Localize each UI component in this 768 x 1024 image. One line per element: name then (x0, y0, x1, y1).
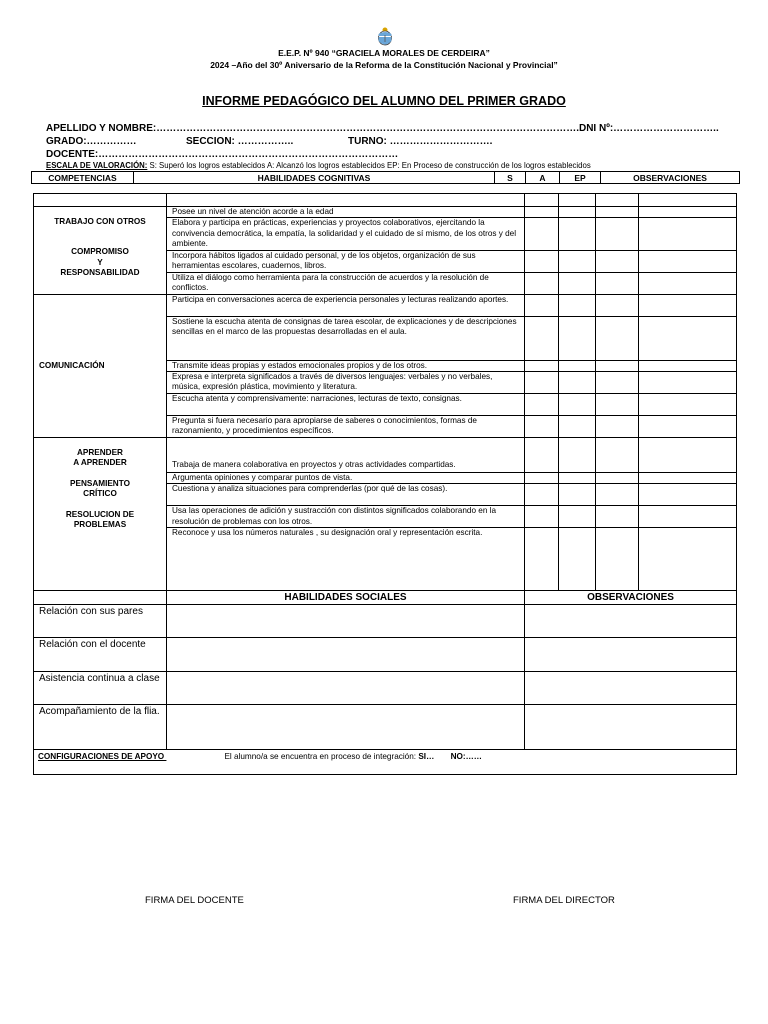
cell-obs[interactable] (639, 438, 737, 473)
social-label: Acompañamiento de la flia. (34, 705, 167, 750)
cell-obs[interactable] (639, 360, 737, 371)
table-row (34, 638, 737, 672)
cell-obs[interactable] (639, 484, 737, 506)
social-skills-header: HABILIDADES SOCIALES (167, 591, 525, 605)
cell-obs[interactable] (639, 506, 737, 528)
cell-obs[interactable] (639, 294, 737, 316)
cell-obs[interactable] (639, 218, 737, 250)
habilidad: Reconoce y usa los números naturales , su designación oral y representación escrita. (167, 528, 525, 591)
signature-director: FIRMA DEL DIRECTOR (513, 895, 615, 906)
col-s: S (495, 172, 526, 184)
page-title: INFORME PEDAGÓGICO DEL ALUMNO DEL PRIMER GRADO (202, 94, 566, 108)
cell-s[interactable] (525, 372, 559, 394)
habilidad: Participa en conversaciones acerca de experiencia personales y lecturas realizando aportes. (167, 294, 525, 316)
habilidad: Incorpora hábitos ligados al cuidado personal, y de los objetos, organización de sus herramientas escolares, cuadernos, libros. (167, 250, 525, 272)
cell-a[interactable] (559, 438, 596, 473)
social-cell[interactable] (167, 705, 525, 750)
rating-scale-text: S: Superó los logros establecidos A: Alcanzó los logros establecidos EP: En Proceso de construcción de los logros establecidos (147, 161, 591, 170)
cell-a[interactable] (559, 506, 596, 528)
social-obs-cell[interactable] (525, 672, 737, 705)
habilidad: Posee un nivel de atención acorde a la edad (167, 207, 525, 218)
table-row (34, 294, 737, 316)
social-obs-cell[interactable] (525, 605, 737, 638)
rating-scale (46, 161, 591, 170)
config-cell[interactable] (34, 750, 737, 775)
habilidad: Elabora y participa en prácticas, experiencias y proyectos colaborativos, ejercitando la convivencia democrática, la empatía, la solidaridad y el cuidado de sí mismo, de los otros y del ambiente. (167, 218, 525, 250)
cell-ep[interactable] (596, 473, 639, 484)
table-row (34, 438, 737, 473)
cell-a[interactable] (559, 473, 596, 484)
config-no[interactable]: NO:…… (450, 752, 482, 762)
social-obs-cell[interactable] (525, 705, 737, 750)
habilidad: Sostiene la escucha atenta de consignas de tarea escolar, de explicaciones y de descripciones sencillas en el marco de las propuestas desarrolladas en el aula. (167, 316, 525, 360)
config-label: CONFIGURACIONES DE APOYO (38, 752, 167, 762)
competencia-aprender: APRENDER A APRENDER PENSAMIENTO CRÍTICO RESOLUCION DE PROBLEMAS (34, 438, 167, 591)
cell-a[interactable] (559, 250, 596, 272)
coat-of-arms-icon (376, 26, 394, 46)
cell-s[interactable] (525, 438, 559, 473)
cell-a[interactable] (559, 528, 596, 591)
cell-ep[interactable] (596, 218, 639, 250)
cell-ep[interactable] (596, 394, 639, 416)
cell-ep[interactable] (596, 438, 639, 473)
column-header-table (31, 171, 740, 184)
habilidad: Argumenta opiniones y comparar puntos de vista. (167, 473, 525, 484)
seccion-field[interactable]: SECCION: …………….. (186, 136, 294, 147)
docente-field[interactable]: DOCENTE:……………………………………………………………………………… (46, 149, 399, 160)
apellido-field[interactable]: APELLIDO Y NOMBRE:……………………………………………………………………………………………………………….DNI Nº:………………………….. (46, 123, 719, 134)
rating-scale-label: ESCALA DE VALORACIÓN: (46, 161, 148, 170)
cell-a[interactable] (559, 316, 596, 360)
cell-s[interactable] (525, 506, 559, 528)
config-si[interactable]: SI… (418, 752, 435, 762)
cell-s[interactable] (525, 473, 559, 484)
cell-s[interactable] (525, 272, 559, 294)
cell-obs[interactable] (639, 316, 737, 360)
cell-ep[interactable] (596, 272, 639, 294)
cell-a[interactable] (559, 360, 596, 371)
school-name: E.E.P. Nº 940 “GRACIELA MORALES DE CERDEIRA” (278, 48, 490, 58)
cell-obs[interactable] (639, 473, 737, 484)
grado-field[interactable]: GRADO:…………… (46, 136, 137, 147)
cell-a[interactable] (559, 416, 596, 438)
cell-a[interactable] (559, 207, 596, 218)
social-cell[interactable] (167, 638, 525, 672)
col-competencias: COMPETENCIAS (32, 172, 134, 184)
cell-obs[interactable] (639, 394, 737, 416)
habilidad: Pregunta si fuera necesario para apropiarse de saberes o conocimientos, formas de razonamiento, y procedimientos específicos. (167, 416, 525, 438)
competencia-trabajo: TRABAJO CON OTROS COMPROMISO Y RESPONSABILIDAD (34, 207, 167, 295)
social-obs-cell[interactable] (525, 638, 737, 672)
config-text: El alumno/a se encuentra en proceso de integración: (224, 752, 419, 762)
cell-s[interactable] (525, 484, 559, 506)
cell-s[interactable] (525, 207, 559, 218)
col-a: A (526, 172, 560, 184)
cell-a[interactable] (559, 394, 596, 416)
cell-ep[interactable] (596, 294, 639, 316)
cell-a[interactable] (559, 294, 596, 316)
cell-s[interactable] (525, 294, 559, 316)
col-habilidades: HABILIDADES COGNITIVAS (134, 172, 495, 184)
cell-obs[interactable] (639, 207, 737, 218)
cell-s[interactable] (525, 218, 559, 250)
turno-field[interactable]: TURNO: …………………………. (348, 136, 493, 147)
social-cell[interactable] (167, 672, 525, 705)
table-row (34, 705, 737, 750)
habilidad: Expresa e interpreta significados a través de diversos lenguajes: verbales y no verbales, música, expresión plástica, movimiento y literatura. (167, 372, 525, 394)
cell-obs[interactable] (639, 372, 737, 394)
col-ep: EP (560, 172, 601, 184)
social-label: Relación con sus pares (34, 605, 167, 638)
social-label: Relación con el docente (34, 638, 167, 672)
cell-obs[interactable] (639, 528, 737, 591)
cell-ep[interactable] (596, 360, 639, 371)
habilidad: Trabaja de manera colaborativa en proyectos y otras actividades compartidas. (167, 438, 525, 473)
cell-s[interactable] (525, 316, 559, 360)
habilidad: Usa las operaciones de adición y sustracción con distintos significados colaborando en la resolución de problemas con los otros. (167, 506, 525, 528)
assessment-table (33, 193, 737, 775)
table-row (34, 605, 737, 638)
cell-a[interactable] (559, 272, 596, 294)
signature-docente: FIRMA DEL DOCENTE (145, 895, 244, 906)
col-observaciones: OBSERVACIONES (601, 172, 740, 184)
cell-obs[interactable] (639, 272, 737, 294)
table-row (34, 672, 737, 705)
cell-a[interactable] (559, 484, 596, 506)
cell-s[interactable] (525, 416, 559, 438)
cell-s[interactable] (525, 250, 559, 272)
blank-row (34, 194, 737, 207)
config-row (34, 750, 737, 775)
social-header-row (34, 591, 737, 605)
social-label: Asistencia continua a clase (34, 672, 167, 705)
cell-ep[interactable] (596, 250, 639, 272)
habilidad: Utiliza el diálogo como herramienta para la construcción de acuerdos y la resolución de conflictos. (167, 272, 525, 294)
cell-ep[interactable] (596, 416, 639, 438)
habilidad: Escucha atenta y comprensivamente: narraciones, lecturas de texto, consignas. (167, 394, 525, 416)
cell-ep[interactable] (596, 207, 639, 218)
table-row (34, 207, 737, 218)
cell-obs[interactable] (639, 250, 737, 272)
social-observaciones-header: OBSERVACIONES (525, 591, 737, 605)
cell-obs[interactable] (639, 416, 737, 438)
cell-ep[interactable] (596, 528, 639, 591)
habilidad: Cuestiona y analiza situaciones para comprenderlas (por qué de las cosas). (167, 484, 525, 506)
social-cell[interactable] (167, 605, 525, 638)
cell-s[interactable] (525, 528, 559, 591)
cell-a[interactable] (559, 372, 596, 394)
cell-ep[interactable] (596, 372, 639, 394)
habilidad: Transmite ideas propias y estados emocionales propios y de los otros. (167, 360, 525, 371)
cell-s[interactable] (525, 394, 559, 416)
cell-s[interactable] (525, 360, 559, 371)
cell-ep[interactable] (596, 506, 639, 528)
year-motto: 2024 –Año del 30º Aniversario de la Reforma de la Constitución Nacional y Provincial” (210, 60, 558, 70)
cell-ep[interactable] (596, 316, 639, 360)
cell-a[interactable] (559, 218, 596, 250)
cell-ep[interactable] (596, 484, 639, 506)
competencia-comunicacion: COMUNICACIÓN (34, 294, 167, 437)
